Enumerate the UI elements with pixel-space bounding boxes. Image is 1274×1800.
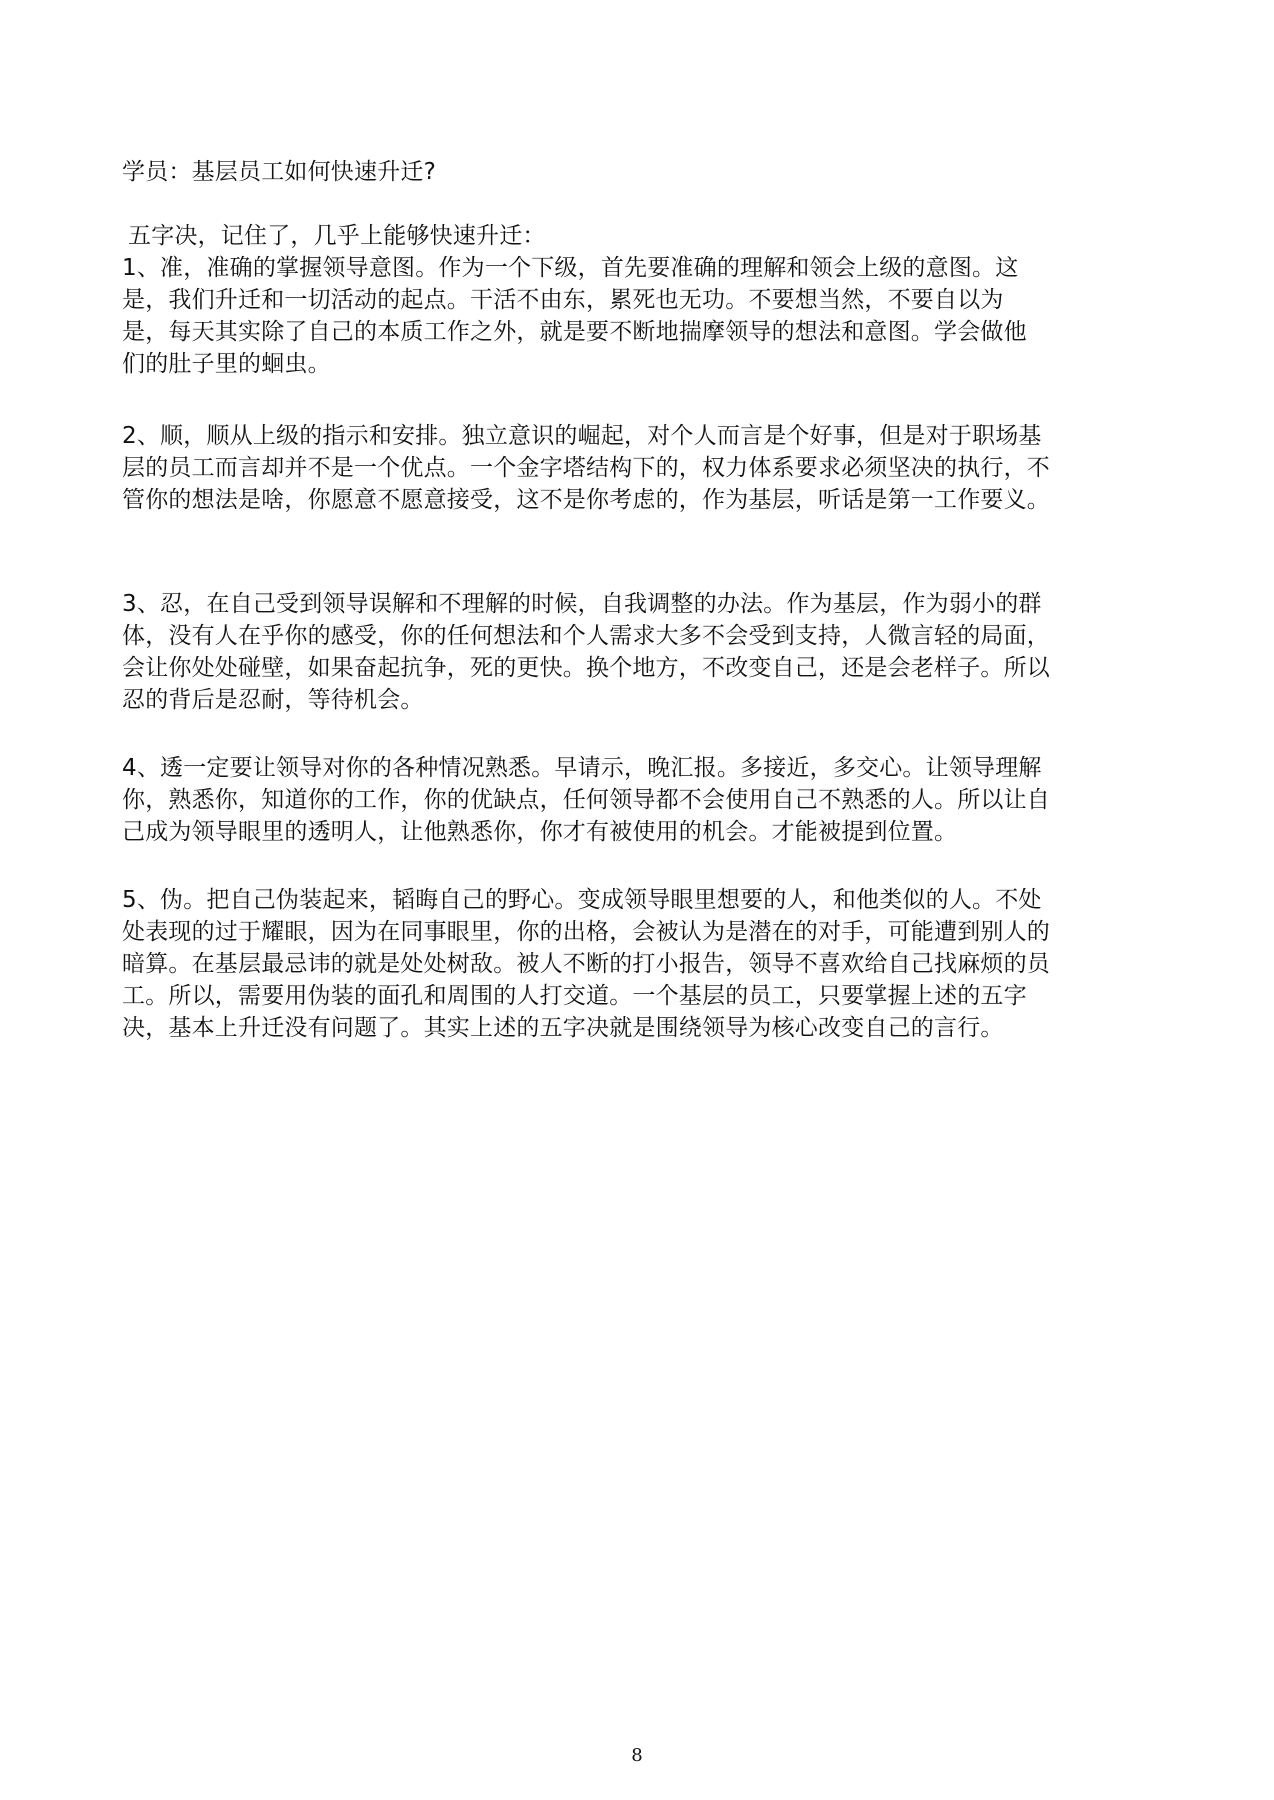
paragraph-line: 体，没有人在乎你的感受，你的任何想法和个人需求大多不会受到支持，人微言轻的局面， [122, 623, 1050, 649]
paragraph-spacer [122, 380, 1162, 420]
page-number: 8 [631, 1745, 643, 1766]
paragraph-line: 们的肚子里的蛔虫。 [122, 351, 331, 377]
paragraph-line: 2、顺，顺从上级的指示和安排。独立意识的崛起，对个人而言是个好事，但是对于职场基 [122, 423, 1042, 449]
paragraph-line: 处表现的过于耀眼，因为在同事眼里，你的出格，会被认为是潜在的对手，可能遭到别人的 [122, 919, 1050, 945]
paragraph-line: 管你的想法是啥，你愿意不愿意接受，这不是你考虑的，作为基层，听话是第一工作要义。 [122, 487, 1050, 513]
paragraph-spacer [122, 516, 1162, 588]
paragraph-5 [122, 884, 1162, 1044]
paragraph-line: 是，每天其实除了自己的本质工作之外，就是要不断地揣摩领导的想法和意图。学会做他 [122, 319, 1027, 345]
paragraph-spacer [122, 848, 1162, 884]
paragraph-line: 工。所以，需要用伪装的面孔和周围的人打交道。一个基层的员工，只要掌握上述的五字 [122, 983, 1027, 1009]
paragraph-1 [122, 252, 1162, 380]
paragraph-line: 己成为领导眼里的透明人，让他熟悉你，你才有被使用的机会。才能被提到位置。 [122, 819, 958, 845]
paragraph-line: 层的员工而言却并不是一个优点。一个金字塔结构下的，权力体系要求必须坚决的执行，不 [122, 455, 1050, 481]
paragraph-spacer [122, 716, 1162, 752]
paragraph-line: 决，基本上升迁没有问题了。其实上述的五字决就是围绕领导为核心改变自己的言行。 [122, 1015, 1004, 1041]
paragraph-3 [122, 588, 1162, 716]
paragraph-line: 是，我们升迁和一切活动的起点。干活不由东，累死也无功。不要想当然，不要自以为 [122, 287, 1004, 313]
paragraph-line: 4、透一定要让领导对你的各种情况熟悉。早请示，晚汇报。多接近，多交心。让领导理解 [122, 755, 1042, 781]
document-body [122, 156, 1162, 1044]
intro-line: 五字决，记住了，几乎上能够快速升迁： [128, 223, 546, 249]
paragraph-2 [122, 420, 1162, 516]
paragraph-line: 忍的背后是忍耐，等待机会。 [122, 687, 424, 713]
paragraph-line: 1、准，准确的掌握领导意图。作为一个下级，首先要准确的理解和领会上级的意图。这 [122, 255, 1019, 281]
paragraph-line: 会让你处处碰壁，如果奋起抗争，死的更快。换个地方，不改变自己，还是会老样子。所以 [122, 655, 1050, 681]
paragraph-line: 3、忍，在自己受到领导误解和不理解的时候，自我调整的办法。作为基层，作为弱小的群 [122, 591, 1042, 617]
paragraph-line: 你，熟悉你，知道你的工作，你的优缺点，任何领导都不会使用自己不熟悉的人。所以让自 [122, 787, 1050, 813]
paragraph-4 [122, 752, 1162, 848]
question-heading: 学员：基层员工如何快速升迁? [122, 159, 437, 185]
paragraph-line: 暗算。在基层最忌讳的就是处处树敌。被人不断的打小报告，领导不喜欢给自己找麻烦的员 [122, 951, 1050, 977]
paragraph-line: 5、伪。把自己伪装起来，韬晦自己的野心。变成领导眼里想要的人，和他类似的人。不处 [122, 887, 1042, 913]
